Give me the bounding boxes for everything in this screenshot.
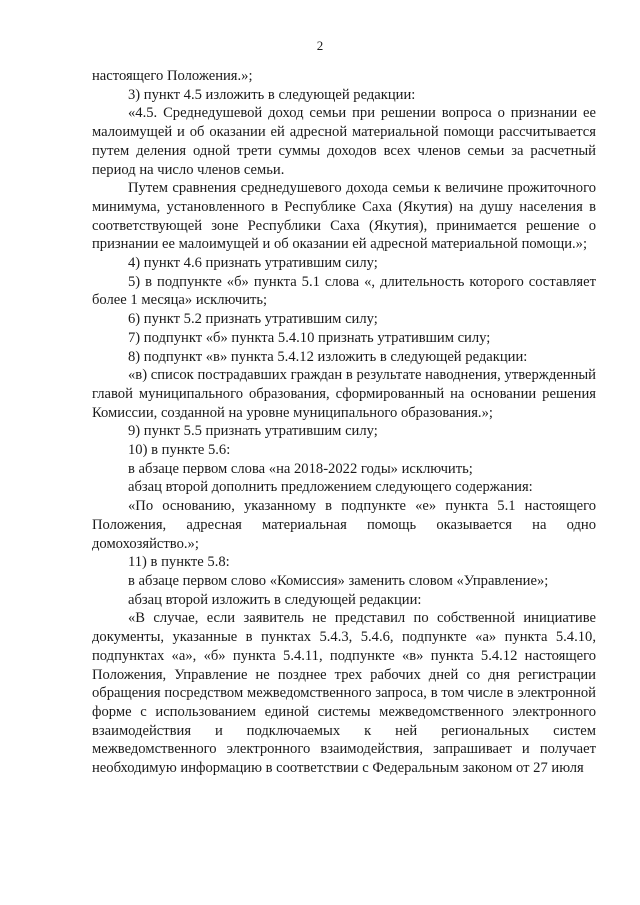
paragraph-item-11: 11) в пункте 5.8: — [128, 554, 230, 571]
paragraph-item-6: 6) пункт 5.2 признать утратившим силу; — [128, 311, 378, 328]
paragraph-quote-list: «в) список пострадавших граждан в результате наводнения, утвержденный главой муниципального образования, сформированный на основании решения Комиссии, созданной на уровне муниципального образования.»; — [92, 367, 596, 421]
paragraph-item-7: 7) подпункт «б» пункта 5.4.10 признать утратившим силу; — [128, 329, 491, 346]
paragraph-quote-comparison: Путем сравнения среднедушевого дохода семьи к величине прожиточного минимума, установленного в Республике Саха (Якутия) на душу населения в соответствующей зоне Республики Саха (Якутия), принимается решение о признании ее малоимущей и об оказании ей адресной материальной помощи.»; — [92, 180, 596, 253]
page-number: 2 — [316, 38, 324, 53]
paragraph-item-10: 10) в пункте 5.6: — [128, 442, 231, 459]
document-body — [92, 67, 596, 778]
paragraph-quote-request: «В случае, если заявитель не представил по собственной инициативе документы, указанные в пунктах 5.4.3, 5.4.6, подпункте «а» пункта 5.4.10, подпунктах «а», «б» пункта 5.4.11, подпункте «в» пункта 5.4.12 настоящего Положения, Управление не позднее трех рабочих дней со дня регистрации обращения посредством межведомственного запроса, в том числе в электронной форме с использованием единой системы межведомственного электронного взаимодействия и подключаемых к ней региональных систем межведомственного электронного взаимодействия, запрашивает и получает необходимую информацию в соответствии с Федеральным законом от 27 июля — [92, 610, 596, 777]
paragraph-item-5: 5) в подпункте «б» пункта 5.1 слова «, длительность которого составляет более 1 месяца» исключить; — [92, 273, 596, 309]
paragraph-item-4: 4) пункт 4.6 признать утратившим силу; — [128, 255, 378, 272]
paragraph-continuation: настоящего Положения.»; — [92, 68, 253, 84]
paragraph-item-10-b: абзац второй дополнить предложением следующего содержания: — [128, 479, 533, 496]
paragraph-item-10-a: в абзаце первом слова «на 2018-2022 годы» исключить; — [128, 460, 473, 477]
paragraph-quote-basis: «По основанию, указанному в подпункте «е» пункта 5.1 настоящего Положения, адресная материальная помощь оказывается на одно домохозяйство.»; — [92, 498, 596, 552]
paragraph-item-8: 8) подпункт «в» пункта 5.4.12 изложить в следующей редакции: — [128, 348, 528, 365]
paragraph-quote-4-5: «4.5. Среднедушевой доход семьи при решении вопроса о признании ее малоимущей и об оказании ей адресной материальной помощи рассчитывается путем деления одной трети суммы доходов всех членов семьи за расчетный период на число членов семьи. — [92, 105, 596, 178]
paragraph-item-9: 9) пункт 5.5 признать утратившим силу; — [128, 423, 378, 440]
paragraph-item-3: 3) пункт 4.5 изложить в следующей редакции: — [128, 86, 416, 103]
paragraph-item-11-a: в абзаце первом слово «Комиссия» заменить словом «Управление»; — [128, 572, 549, 589]
paragraph-item-11-b: абзац второй изложить в следующей редакции: — [128, 591, 422, 608]
